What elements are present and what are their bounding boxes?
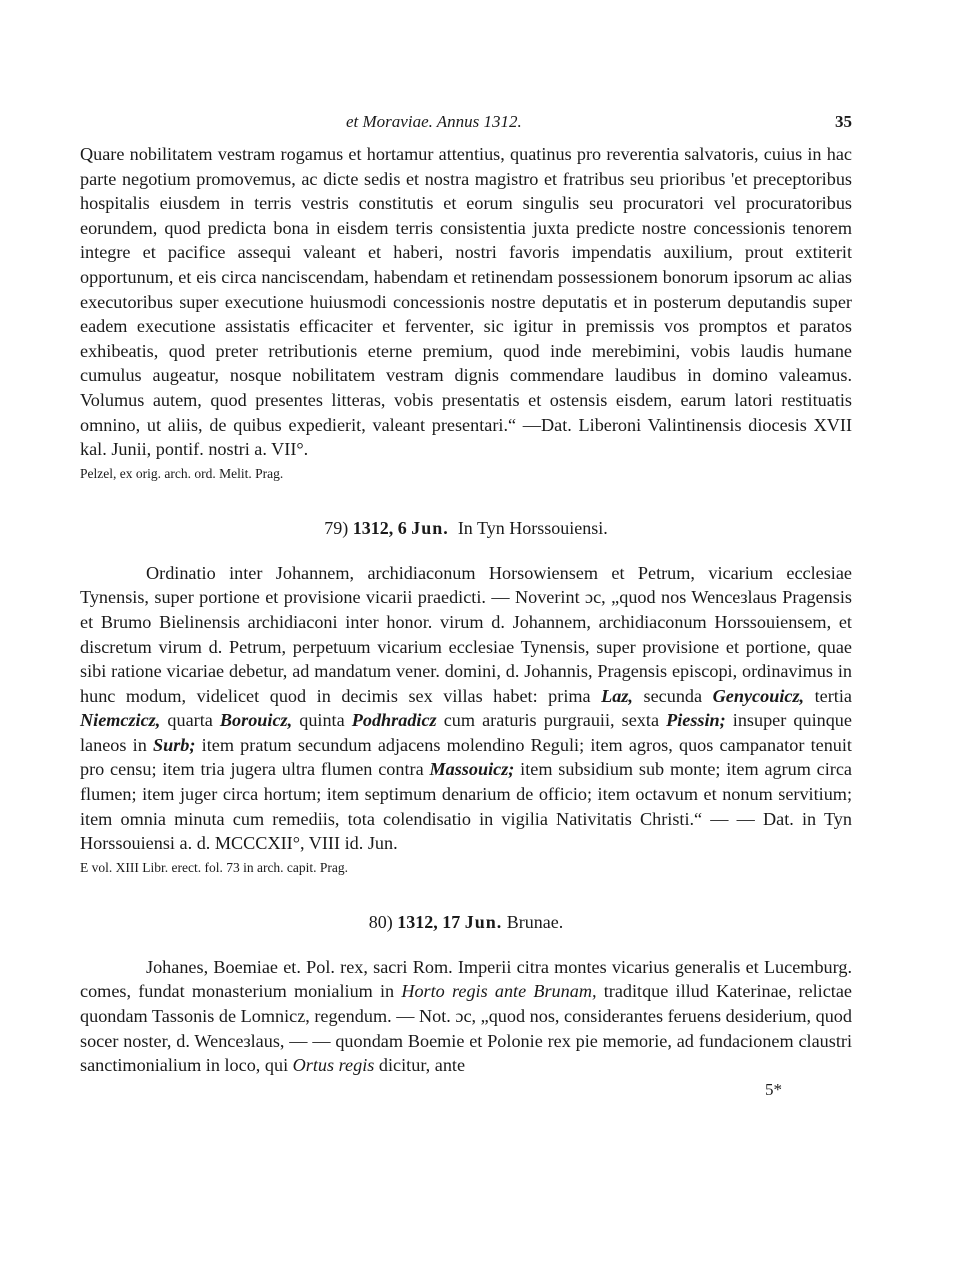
- page-number: 35: [835, 112, 852, 131]
- text-run: secunda: [632, 685, 713, 706]
- entry-79-text: [80, 561, 852, 856]
- text-run: cum araturis purgrauii, sexta: [436, 710, 667, 731]
- entry-place: Brunae.: [506, 911, 564, 932]
- source-note: E vol. XIII Libr. erect. fol. 73 in arch. capit. Prag.: [80, 859, 349, 875]
- running-head: et Moraviae. Annus 1312.: [346, 112, 522, 131]
- village-name: Genycouicz,: [712, 685, 805, 706]
- entry-80-text: [80, 955, 852, 1078]
- document-page: [80, 112, 852, 1100]
- italic-place: Horto regis ante Brunam,: [401, 981, 597, 1002]
- page-header: [80, 112, 852, 142]
- text-run: dicitur, ante: [374, 1055, 466, 1076]
- source-note: Pelzel, ex orig. arch. ord. Melit. Prag.: [80, 465, 284, 481]
- text-run: insuper quinque laneos in: [80, 710, 852, 755]
- text-run: traditque illud Katerinae, relictae quondam Tassonis de Lomnicz, regendum. — Not. ɔc, „quod nos, considerantes feruens desiderium, quod socer noster, d. Wenceзlaus, — — quondam Boemie et Polonie rex pie memorie, ad fundacionem claustri sanctimonialium in loco, qui: [80, 981, 852, 1076]
- text-run: Ordinatio inter Johannem, archidiaconum Horsowiensem et Petrum, vicarium ecclesiae Tynensis, super portione et provisione vicarii praedicti. — Noverint ɔc, „quod nos Wenceзlaus Pragensis et Brumo Bielinensis archidiaconi inter honor. virum d. Johannem, archidiaconum Horssouiensem, et discretum virum d. Petrum, perpetuum vicarium ecclesiae Tynensis, super provisione et portione, quae sibi ratione vicariae debetur, ad mandatum vener. domini, d. Johannis, Pragensis episcopi, ordinavimus in hunc modum, videlicet quod in decimis sex villas habet: prima: [80, 562, 852, 706]
- continuation-paragraph: Quare nobilitatem vestram rogamus et hortamur attentius, quatinus pro reverentia salvatoris, cuius in hac parte negotium promovemus, ac dicte sedis et nostra magistro et fratribus seu prioribus 'et preceptoribus hospitalis eiusdem in terris vestris constitutis et eorum singulis seu procuratori vel procuratoribus eorundem, quod predicta bona in eisdem terris consistentia juxta predicte nostre concessionis tenorem integre et pacifice assequi valeant et haberi, nostri favoris impendatis auxilium, prout extiterit opportunum, et eis circa nanciscendam, habendam et retinendam possessionem bonorum ipsorum ac alias executoribus super executione huiusmodi concessionis nostre deputatis et in posterum deputandis super eadem executione assistatis efficaciter et ferventer, sic igitur in premissis vos promptos et paratos exhibeatis, quod preter retributionis eterne premium, quod inde merebimini, vobis laudis humane cumulus augeatur, nosque nobilitatem vestram dignis commendare laudibus in domino valeamus. Volumus autem, quod presentes litteras, vobis presentatis et ostensis eisdem, earum latori restituatis omnino, ut aliis, de quibus expedierit, valeant presentari.“ —Dat. Liberoni Valintinensis diocesis XVII kal. Junii, pontif. nostri a. VII°.: [80, 144, 852, 460]
- village-name: Laz,: [601, 685, 633, 706]
- text-run: Johanes, Boemiae et. Pol. rex, sacri Rom. Imperii citra montes vicarius generalis et Lucemburg. comes, fundat monasterium monialium in: [80, 956, 852, 1002]
- village-name: Piessin;: [666, 710, 726, 731]
- text-run: item subsidium sub monte; item agrum circa flumen; item juger circa hortum; item septimum denarium de officio; item octavum et nonum servitium; item omnia minuta cum remediis, tota colendisatio in vigilia Nativitatis Christi.“ — — Dat. in Tyn Horssouiensi a. d. MCCCXII°, VIII id. Jun.: [80, 759, 852, 854]
- entry-month: Jun.: [464, 911, 503, 932]
- entry-number: 80): [368, 911, 393, 932]
- entry-79-heading: [80, 518, 852, 539]
- text-run: item pratum secundum adjacens molendino Reguli; item agros, quos campanator tenuit pro censu; item tria jugera ultra flumen contra: [80, 734, 852, 780]
- entry-place: In Tyn Horssouiensi.: [457, 517, 608, 538]
- italic-place: Ortus regis: [292, 1055, 375, 1076]
- text-run: quinta: [292, 710, 352, 731]
- text-run: tertia: [804, 685, 852, 706]
- entry-month: Jun.: [411, 517, 449, 538]
- entry-year: 1312,: [397, 911, 438, 932]
- entry-day: 6: [397, 517, 407, 538]
- village-name: Podhradicz: [351, 710, 437, 731]
- village-name: Borouicz,: [219, 710, 293, 731]
- village-name: Massouicz;: [429, 759, 515, 780]
- village-name: Niemczicz,: [80, 710, 161, 731]
- entry-day: 17: [442, 911, 461, 932]
- entry-80-heading: [80, 912, 852, 933]
- signature-mark: 5*: [765, 1079, 782, 1099]
- entry-number: 79): [324, 517, 349, 538]
- text-run: quarta: [160, 710, 220, 731]
- village-name: Surb;: [153, 734, 196, 755]
- entry-year: 1312,: [352, 517, 394, 538]
